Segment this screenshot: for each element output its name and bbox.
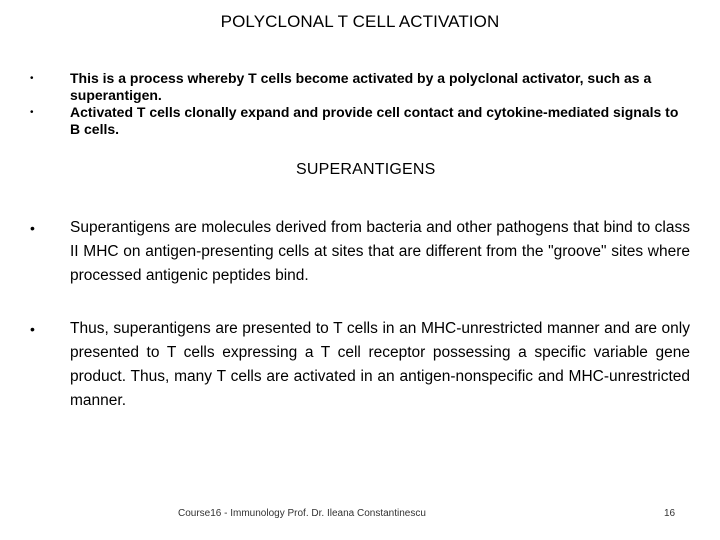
bullet-text: This is a process whereby T cells become activated by a polyclonal activator, such as a superantigen.: [70, 70, 652, 103]
bullet-text: Superantigens are molecules derived from bacteria and other pathogens that bind to class II MHC on antigen-presenting cells at sites that are different from the "groove" sites where processed antigenic peptides bind.: [70, 219, 690, 284]
list-item: [30, 317, 690, 413]
bullet-icon: •: [30, 321, 35, 337]
bullet-icon: •: [30, 220, 35, 236]
list-item: [30, 70, 680, 104]
slide-title: POLYCLONAL T CELL ACTIVATION: [220, 12, 500, 31]
list-item: [30, 104, 680, 138]
page-number: 16: [664, 508, 676, 519]
main-bullet-list: [30, 216, 690, 413]
bullet-text: Activated T cells clonally expand and provide cell contact and cytokine-mediated signals to B cells.: [70, 104, 679, 137]
list-item: [30, 216, 690, 288]
bullet-text: Thus, superantigens are presented to T cells in an MHC-unrestricted manner and are only presented to T cells expressing a T cell receptor possessing a specific variable gene product. Thus, many T cells are activated in an antigen-nonspecific and MHC-unrestricted manner.: [70, 320, 690, 409]
section-subtitle: SUPERANTIGENS: [296, 161, 436, 178]
bullet-icon: •: [30, 73, 34, 84]
footer-text: Course16 - Immunology Prof. Dr. Ileana Constantinescu: [178, 508, 426, 519]
top-bullet-list: [30, 70, 680, 138]
bullet-icon: •: [30, 107, 34, 118]
